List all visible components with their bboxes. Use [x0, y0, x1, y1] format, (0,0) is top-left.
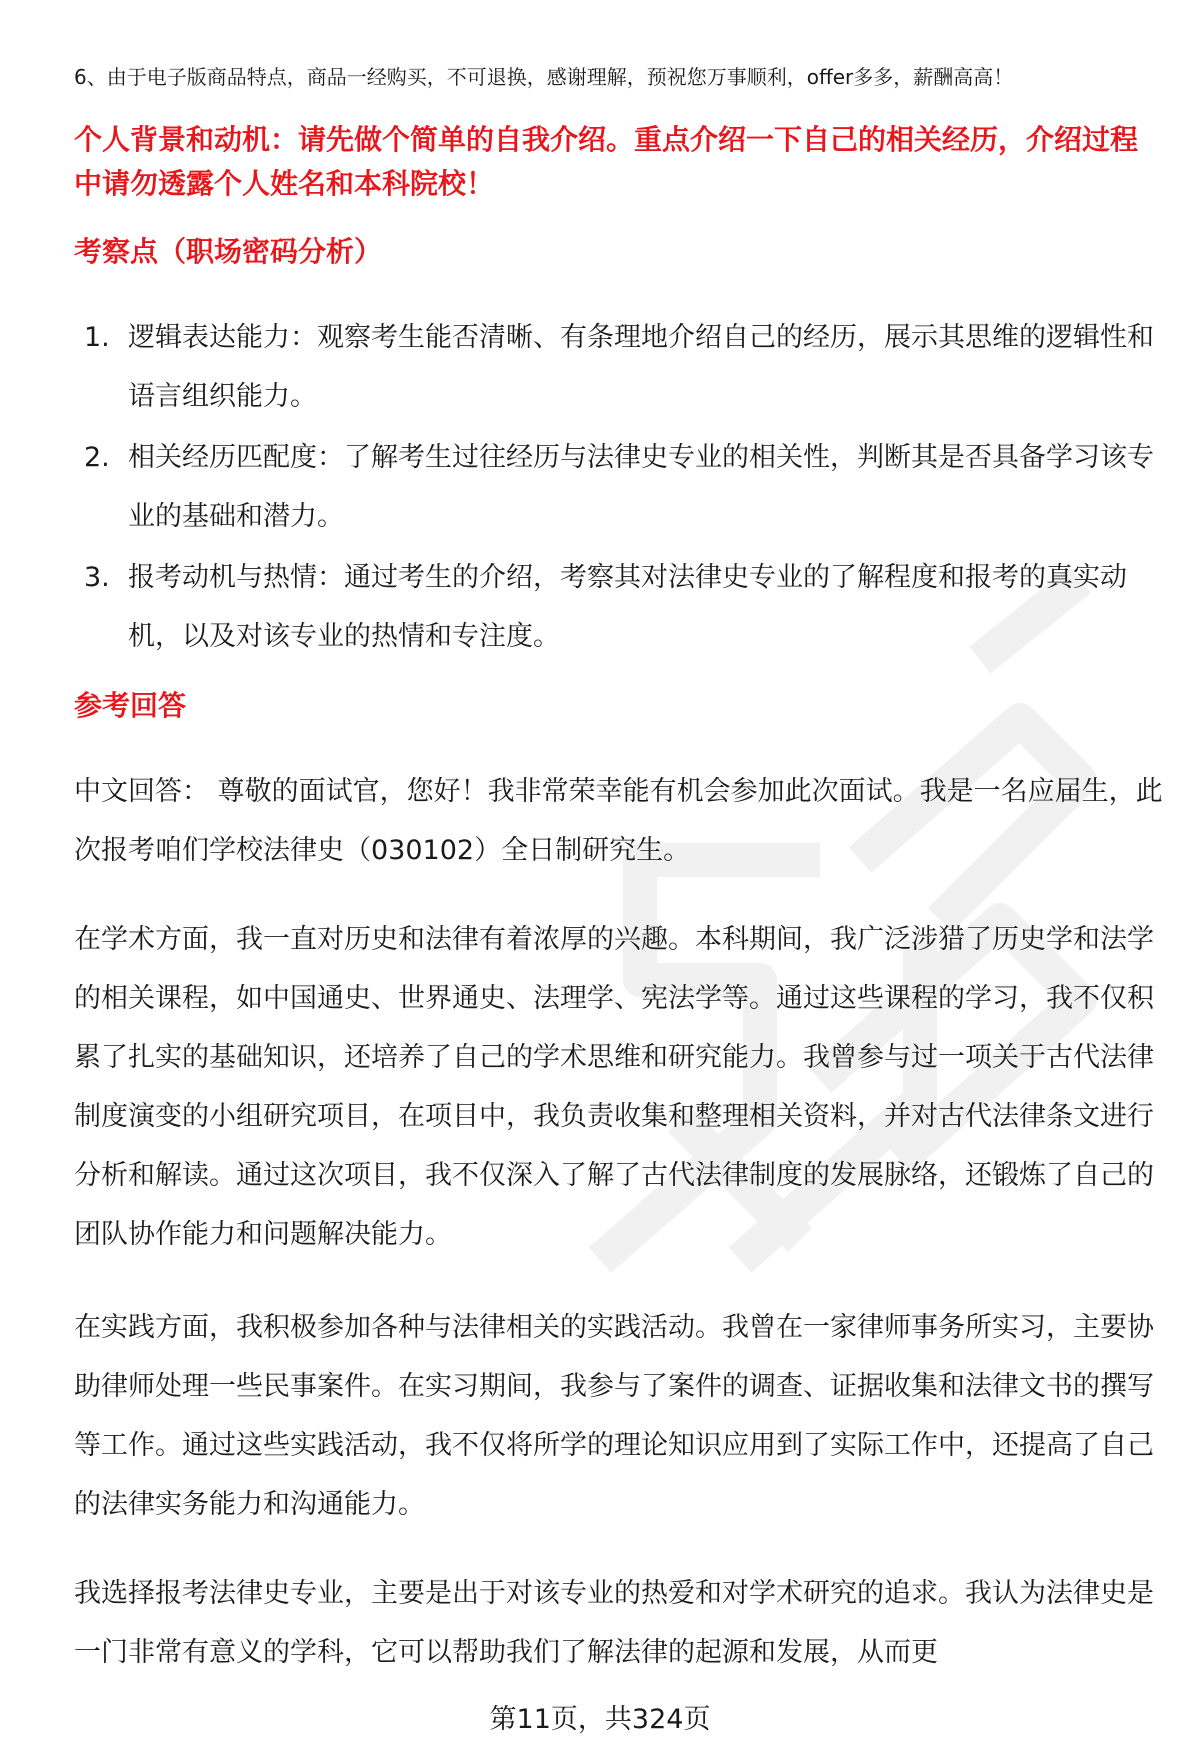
reference-answer-heading: 参考回答 [74, 689, 187, 722]
answer-paragraph-motivation: 我选择报考法律史专业，主要是出于对该专业的热爱和对学术研究的追求。我认为法律史是一门非常有意义的学科，它可以帮助我们了解法律的起源和发展，从而更 [74, 1578, 1154, 1668]
list-item-text: 逻辑表达能力：观察考生能否清晰、有条理地介绍自己的经历，展示其思维的逻辑性和语言组织能力。 [128, 322, 1154, 412]
list-item-number: 2. [84, 442, 110, 473]
list-item-number: 3. [84, 562, 110, 593]
answer-paragraph-practice: 在实践方面，我积极参加各种与法律相关的实践活动。我曾在一家律师事务所实习，主要协助律师处理一些民事案件。在实习期间，我参与了案件的调查、证据收集和法律文书的撰写等工作。通过这些实践活动，我不仅将所学的理论知识应用到了实际工作中，还提高了自己的法律实务能力和沟通能力。 [74, 1312, 1154, 1520]
list-item-text: 报考动机与热情：通过考生的介绍，考察其对法律史专业的了解程度和报考的真实动机，以及对该专业的热情和专注度。 [128, 562, 1127, 652]
assessment-points-list [84, 308, 1174, 668]
answer-paragraph-academic: 在学术方面，我一直对历史和法律有着浓厚的兴趣。本科期间，我广泛涉猎了历史学和法学的相关课程，如中国通史、世界通史、法理学、宪法学等。通过这些课程的学习，我不仅积累了扎实的基础知识，还培养了自己的学术思维和研究能力。我曾参与过一项关于古代法律制度演变的小组研究项目，在项目中，我负责收集和整理相关资料，并对古代法律条文进行分析和解读。通过这次项目，我不仅深入了解了古代法律制度的发展脉络，还锻炼了自己的团队协作能力和问题解决能力。 [74, 924, 1154, 1250]
question-heading: 个人背景和动机：请先做个简单的自我介绍。重点介绍一下自己的相关经历，介绍过程中请勿透露个人姓名和本科院校！ [74, 123, 1139, 200]
assessment-points-heading: 考察点（职场密码分析） [74, 235, 383, 268]
list-item-number: 1. [84, 322, 110, 353]
list-item [84, 548, 1174, 666]
list-item-text: 相关经历匹配度：了解考生过往经历与法律史专业的相关性，判断其是否具备学习该专业的基础和潜力。 [128, 442, 1154, 532]
list-item [84, 428, 1174, 546]
list-item [84, 308, 1174, 426]
answer-paragraph-intro: 中文回答： 尊敬的面试官，您好！我非常荣幸能有机会参加此次面试。我是一名应届生，此次报考咱们学校法律史（030102）全日制研究生。 [74, 776, 1163, 866]
purchase-notice: 6、由于电子版商品特点，商品一经购买，不可退换，感谢理解，预祝您万事顺利，offer多多，薪酬高高！ [74, 65, 1014, 89]
page-number: 第11页，共324页 [489, 1704, 711, 1735]
